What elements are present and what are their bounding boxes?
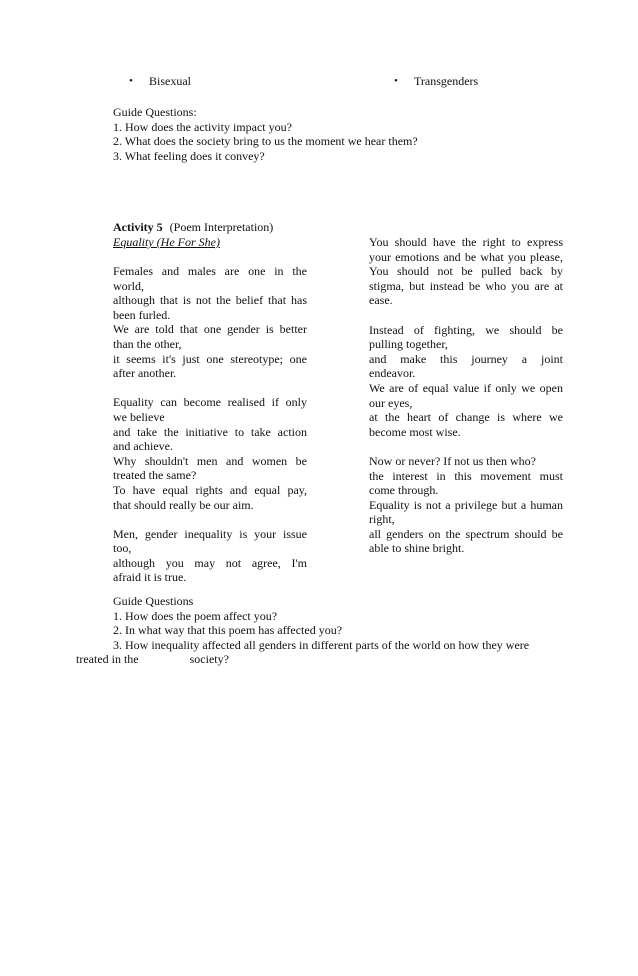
poem-line: afraid it is true. bbox=[113, 570, 187, 585]
poem-line: our eyes, bbox=[369, 395, 413, 410]
activity-heading bbox=[113, 220, 273, 235]
poem-line: world, bbox=[113, 278, 144, 293]
poem-right-column bbox=[369, 235, 563, 556]
poem-title bbox=[113, 235, 220, 250]
poem-stanza bbox=[369, 454, 563, 556]
poem-line: right, bbox=[369, 512, 395, 527]
guide-question: 2. What does the society bring to us the moment we hear them? bbox=[113, 134, 418, 149]
poem-line: become most wise. bbox=[369, 424, 461, 439]
poem-line: been furled. bbox=[113, 307, 171, 322]
poem-line: too, bbox=[113, 541, 132, 556]
bullet-marker: • bbox=[129, 75, 133, 87]
poem-line: after another. bbox=[113, 366, 177, 381]
guide-heading: Guide Questions: bbox=[113, 105, 197, 119]
poem-line: and achieve. bbox=[113, 439, 173, 454]
poem-line: stigma, but instead be who you are at bbox=[369, 278, 563, 293]
guide-question-continuation bbox=[76, 652, 229, 667]
activity-subtitle: (Poem Interpretation) bbox=[169, 220, 274, 234]
poem-stanza bbox=[369, 323, 563, 440]
poem-line: You should have the right to express bbox=[369, 235, 563, 249]
poem-line: all genders on the spectrum should be bbox=[369, 526, 563, 541]
poem-line: pulling together, bbox=[369, 337, 448, 352]
guide-question: 1. How does the activity impact you? bbox=[113, 119, 292, 134]
poem-line: Females and males are one in the bbox=[113, 264, 307, 278]
poem-line: To have equal rights and equal pay, bbox=[113, 482, 307, 497]
poem-left-column bbox=[113, 264, 307, 585]
bullet-label: Bisexual bbox=[149, 74, 191, 88]
poem-line: Now or never? If not us then who? bbox=[369, 453, 536, 468]
poem-line: treated the same? bbox=[113, 468, 197, 483]
activity-label: Activity 5 bbox=[113, 220, 163, 234]
guide-questions-1 bbox=[113, 105, 533, 163]
poem-line: come through. bbox=[369, 483, 439, 498]
poem-line: it seems it's just one stereotype; one bbox=[113, 351, 307, 366]
poem-line: the interest in this movement must bbox=[369, 468, 563, 483]
guide-question: 3. How inequality affected all genders in different parts of the world on how they were bbox=[113, 637, 530, 652]
poem-stanza bbox=[113, 395, 307, 512]
guide-heading: Guide Questions bbox=[113, 594, 194, 608]
bullet-marker: • bbox=[394, 75, 398, 87]
guide-question-part: treated in the bbox=[76, 652, 139, 666]
poem-line: Equality can become realised if only bbox=[113, 395, 307, 410]
poem-line: Why shouldn't men and women be bbox=[113, 453, 307, 468]
poem-stanza bbox=[113, 264, 307, 381]
poem-line: ease. bbox=[369, 293, 393, 308]
bullet-label: Transgenders bbox=[414, 74, 479, 88]
poem-line: that should really be our aim. bbox=[113, 497, 254, 512]
poem-line: than the other, bbox=[113, 336, 182, 351]
poem-line: your emotions and be what you please, bbox=[369, 249, 563, 264]
poem-line: Instead of fighting, we should be bbox=[369, 322, 563, 337]
poem-line: Equality is not a privilege but a human bbox=[369, 497, 563, 512]
poem-line: able to shine bright. bbox=[369, 541, 465, 556]
poem-line: We are of equal value if only we open bbox=[369, 380, 563, 395]
poem-line: at the heart of change is where we bbox=[369, 410, 563, 425]
poem-line: endeavor. bbox=[369, 366, 416, 381]
guide-question: 1. How does the poem affect you? bbox=[113, 608, 278, 623]
poem-line: Men, gender inequality is your issue bbox=[113, 526, 307, 541]
guide-question: 3. What feeling does it convey? bbox=[113, 148, 265, 163]
poem-title-text: Equality (He For She) bbox=[113, 235, 220, 249]
poem-line: and take the initiative to take action bbox=[113, 424, 307, 439]
guide-questions-2 bbox=[113, 594, 553, 652]
poem-line: and make this journey a joint bbox=[369, 351, 563, 366]
poem-stanza bbox=[369, 235, 563, 308]
poem-line: We are told that one gender is better bbox=[113, 322, 307, 337]
poem-stanza bbox=[113, 527, 307, 585]
poem-line: although that is not the belief that has bbox=[113, 293, 307, 308]
guide-question: 2. In what way that this poem has affected you? bbox=[113, 623, 343, 638]
poem-line: although you may not agree, I'm bbox=[113, 555, 307, 570]
guide-question-part: society? bbox=[189, 652, 229, 666]
poem-line: we believe bbox=[113, 409, 165, 424]
poem-line: You should not be pulled back by bbox=[369, 264, 563, 279]
